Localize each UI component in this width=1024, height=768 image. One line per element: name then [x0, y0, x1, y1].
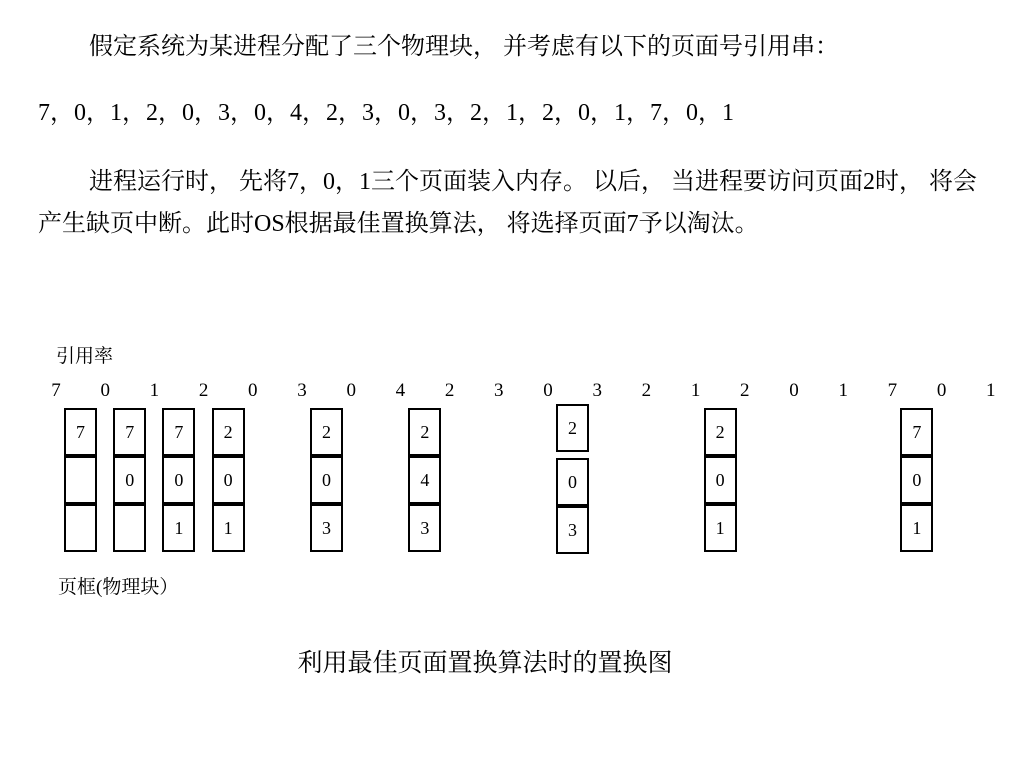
- frame-column: [704, 408, 737, 552]
- frame-column: [310, 408, 343, 552]
- reference-number: 0: [100, 380, 110, 401]
- diagram-caption: 利用最佳页面置换算法时的置换图: [297, 650, 673, 677]
- frame-cell: 0: [556, 458, 589, 506]
- frame-cell: 7: [900, 408, 933, 456]
- reference-number: 3: [297, 380, 307, 401]
- frame-column: [408, 408, 441, 552]
- reference-number: 0: [789, 380, 799, 401]
- reference-number: 0: [543, 380, 553, 401]
- frame-cell: 2: [408, 408, 441, 456]
- reference-number: 0: [346, 380, 356, 401]
- frame-cell: 2: [212, 408, 245, 456]
- frame-column: [556, 408, 589, 552]
- frame-cell: 1: [704, 504, 737, 552]
- frame-cell: 7: [113, 408, 146, 456]
- frame-cell: [113, 504, 146, 552]
- reference-number: 0: [936, 380, 947, 401]
- intro-paragraph: 假定系统为某进程分配了三个物理块， 并考虑有以下的页面号引用串：: [89, 34, 839, 60]
- reference-number: 3: [494, 380, 504, 401]
- frame-cell: 3: [408, 504, 441, 552]
- reference-number: 4: [395, 380, 406, 401]
- reference-sequence-text: 7，0，1，2，0，3，0，4，2，3，0，3，2，1，2，0，1，7，0，1: [38, 100, 734, 126]
- frame-cell: 7: [162, 408, 195, 456]
- reference-number: 7: [51, 380, 61, 401]
- frame-cell: 1: [900, 504, 933, 552]
- frame-cell: 0: [900, 456, 933, 504]
- reference-number: 1: [838, 380, 848, 401]
- reference-number: 1: [690, 380, 701, 401]
- frame-cell: 0: [162, 456, 195, 504]
- frame-cell: 0: [212, 456, 245, 504]
- reference-number: 0: [248, 380, 258, 401]
- reference-number: 2: [641, 380, 652, 401]
- frame-column: [212, 408, 245, 552]
- frame-cell: 4: [408, 456, 441, 504]
- reference-string-label: 引用率: [56, 346, 114, 367]
- frame-cell: 2: [310, 408, 343, 456]
- reference-number: 2: [444, 380, 455, 401]
- frame-column: [113, 408, 146, 552]
- frame-cell: 2: [556, 404, 589, 452]
- frame-cell: 2: [704, 408, 737, 456]
- frame-cell: 3: [310, 504, 343, 552]
- reference-number: 2: [198, 380, 209, 401]
- frame-cell: 7: [64, 408, 97, 456]
- explanation-paragraph: 进程运行时， 先将7，0，1三个页面装入内存。 以后， 当进程要访问页面2时， 将会产生缺页中断。此时OS根据最佳置换算法， 将选择页面7予以淘汰。: [38, 169, 977, 237]
- reference-number: 2: [740, 380, 750, 401]
- frame-cell: 1: [162, 504, 195, 552]
- frame-cell: 0: [704, 456, 737, 504]
- frame-column: [162, 408, 195, 552]
- frame-cell: 3: [556, 506, 589, 554]
- reference-number: 3: [592, 380, 602, 401]
- frame-label: 页框(物理块）: [58, 577, 179, 598]
- frame-cell: 0: [310, 456, 343, 504]
- frame-cell: 0: [113, 456, 146, 504]
- frame-column: [900, 408, 933, 552]
- reference-number: 1: [986, 380, 996, 401]
- frame-cell: [64, 504, 97, 552]
- reference-number: 1: [149, 380, 160, 401]
- frame-cell: 1: [212, 504, 245, 552]
- frame-column: [64, 408, 97, 552]
- reference-number: 7: [887, 380, 898, 401]
- frame-cell: [64, 456, 97, 504]
